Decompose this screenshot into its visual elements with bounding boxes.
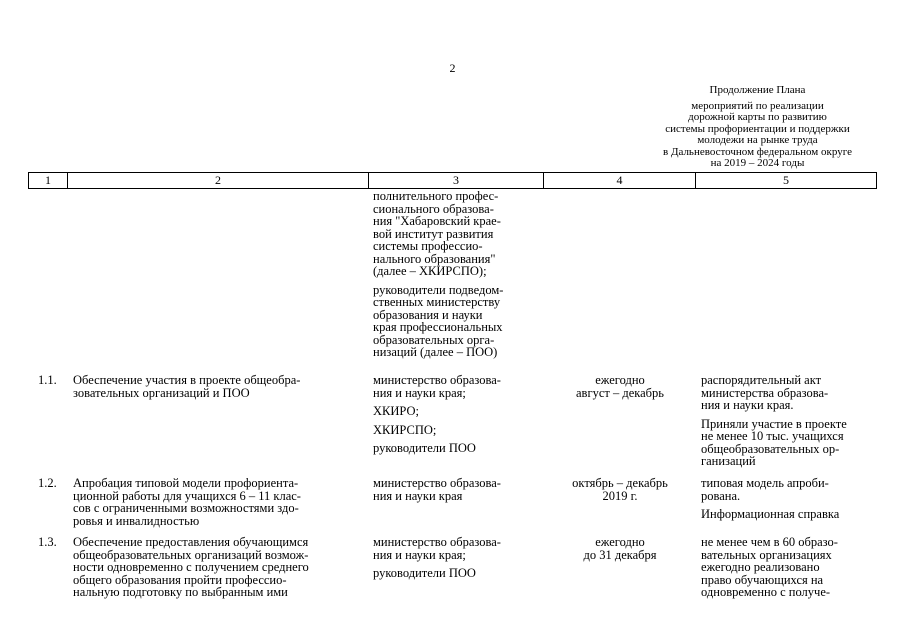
- cell-line: ганизаций: [701, 454, 756, 468]
- cell-line: ности одновременно с получением среднего: [73, 560, 309, 574]
- cell-line: общеобразовательных ор-: [701, 441, 840, 456]
- cell-line: общего образования пройти профессио-: [73, 572, 287, 587]
- cell-line: не менее чем в 60 образо-: [701, 535, 838, 549]
- term-cell: [545, 374, 695, 399]
- cell-line: ния "Хабаровский крае-: [373, 214, 501, 228]
- cell-line: министерство образова-: [373, 373, 501, 387]
- cell-line: вой институт развития: [373, 226, 494, 241]
- result-cell: [701, 536, 877, 599]
- cell-line: распорядительный акт: [701, 373, 822, 387]
- cell-line: системы профессио-: [373, 239, 483, 253]
- term-cell: [545, 477, 695, 502]
- cell-line: министерство образова-: [373, 535, 501, 549]
- cell-line: (далее – ХКИРСПО);: [373, 264, 487, 278]
- column-header-2: 2: [68, 173, 369, 188]
- cell-line: ХКИРО;: [373, 404, 419, 418]
- cell-line: ственных министерству: [373, 295, 501, 309]
- continuation-line: системы профориентации и поддержки: [665, 122, 850, 135]
- cell-line: ежегодно: [595, 535, 645, 549]
- row-number: 1.3.: [38, 535, 57, 549]
- carryover-executor-cell: [373, 190, 543, 359]
- cell-line: Информационная справка: [701, 507, 840, 521]
- cell-line: министерства образова-: [701, 385, 829, 400]
- result-cell: [701, 374, 877, 468]
- event-cell: [73, 477, 368, 527]
- executor-cell: [373, 536, 543, 580]
- cell-line: края профессиональных: [373, 320, 503, 334]
- cell-line: зовательных организаций и ПОО: [73, 385, 250, 400]
- cell-line: ХКИРСПО;: [373, 422, 437, 437]
- cell-line: вательных организациях: [701, 547, 832, 562]
- cell-line: Апробация типовой модели профориента-: [73, 476, 299, 490]
- cell-line: Обеспечение участия в проекте общеобра-: [73, 373, 301, 387]
- continuation-line: в Дальневосточном федеральном округе: [663, 145, 852, 158]
- cell-line: ния и науки края: [373, 488, 463, 503]
- cell-line: нальную подготовку по выбранным ими: [73, 585, 288, 599]
- column-header-3: 3: [369, 173, 544, 188]
- continuation-heading: [640, 85, 875, 170]
- continuation-line: дорожной карты по развитию: [688, 111, 827, 123]
- cell-line: образовательных орга-: [373, 332, 495, 347]
- column-header-5: 5: [783, 173, 789, 187]
- term-cell: [545, 536, 695, 561]
- executor-cell: [373, 477, 543, 502]
- cell-line: ровья и инвалидностью: [73, 513, 200, 528]
- cell-line: руководители ПОО: [373, 441, 476, 455]
- cell-line: ния и науки края;: [373, 385, 466, 400]
- continuation-title: Продолжение Плана: [709, 84, 806, 96]
- cell-line: Обеспечение предоставления обучающимся: [73, 535, 309, 549]
- cell-line: руководители подведом-: [373, 282, 504, 297]
- cell-line: август – декабрь: [576, 385, 664, 400]
- continuation-line: на 2019 – 2024 годы: [710, 157, 805, 169]
- executor-cell: [373, 374, 543, 455]
- cell-line: ежегодно реализовано: [701, 560, 820, 574]
- cell-line: одновременно с получе-: [701, 585, 831, 599]
- cell-line: ния и науки края.: [701, 398, 794, 412]
- cell-line: сионального образова-: [373, 201, 494, 216]
- cell-line: до 31 декабря: [583, 547, 657, 562]
- cell-line: рована.: [701, 488, 741, 503]
- cell-line: ния и науки края;: [373, 547, 466, 562]
- cell-line: не менее 10 тыс. учащихся: [701, 429, 844, 443]
- page-number: 2: [449, 61, 456, 75]
- cell-line: типовая модель апроби-: [701, 476, 829, 490]
- column-header-1: 1: [29, 173, 68, 188]
- row-number: 1.1.: [38, 373, 57, 387]
- cell-line: октябрь – декабрь: [572, 476, 668, 490]
- cell-line: 2019 г.: [602, 488, 638, 503]
- row-number: 1.2.: [38, 476, 57, 490]
- cell-line: полнительного профес-: [373, 189, 499, 203]
- cell-line: образования и науки: [373, 307, 483, 322]
- column-header-4: 4: [544, 173, 696, 188]
- result-cell: [701, 477, 877, 521]
- event-cell: [73, 374, 368, 399]
- cell-line: министерство образова-: [373, 476, 501, 490]
- cell-line: сов с ограниченными возможностями здо-: [73, 501, 299, 515]
- cell-line: право обучающихся на: [701, 572, 824, 587]
- cell-line: руководители ПОО: [373, 566, 476, 580]
- cell-line: нального образования": [373, 251, 496, 266]
- event-cell: [73, 536, 368, 599]
- continuation-line: мероприятий по реализации: [691, 99, 824, 112]
- cell-line: низаций (далее – ПОО): [373, 345, 498, 359]
- cell-line: ционной работы для учащихся 6 – 11 клас-: [73, 488, 301, 503]
- cell-line: Приняли участие в проекте: [701, 416, 847, 431]
- cell-line: общеобразовательных организаций возмож-: [73, 547, 309, 562]
- continuation-line: молодежи на рынке труда: [697, 134, 818, 146]
- cell-line: ежегодно: [595, 373, 645, 387]
- table-header-row: [28, 172, 877, 189]
